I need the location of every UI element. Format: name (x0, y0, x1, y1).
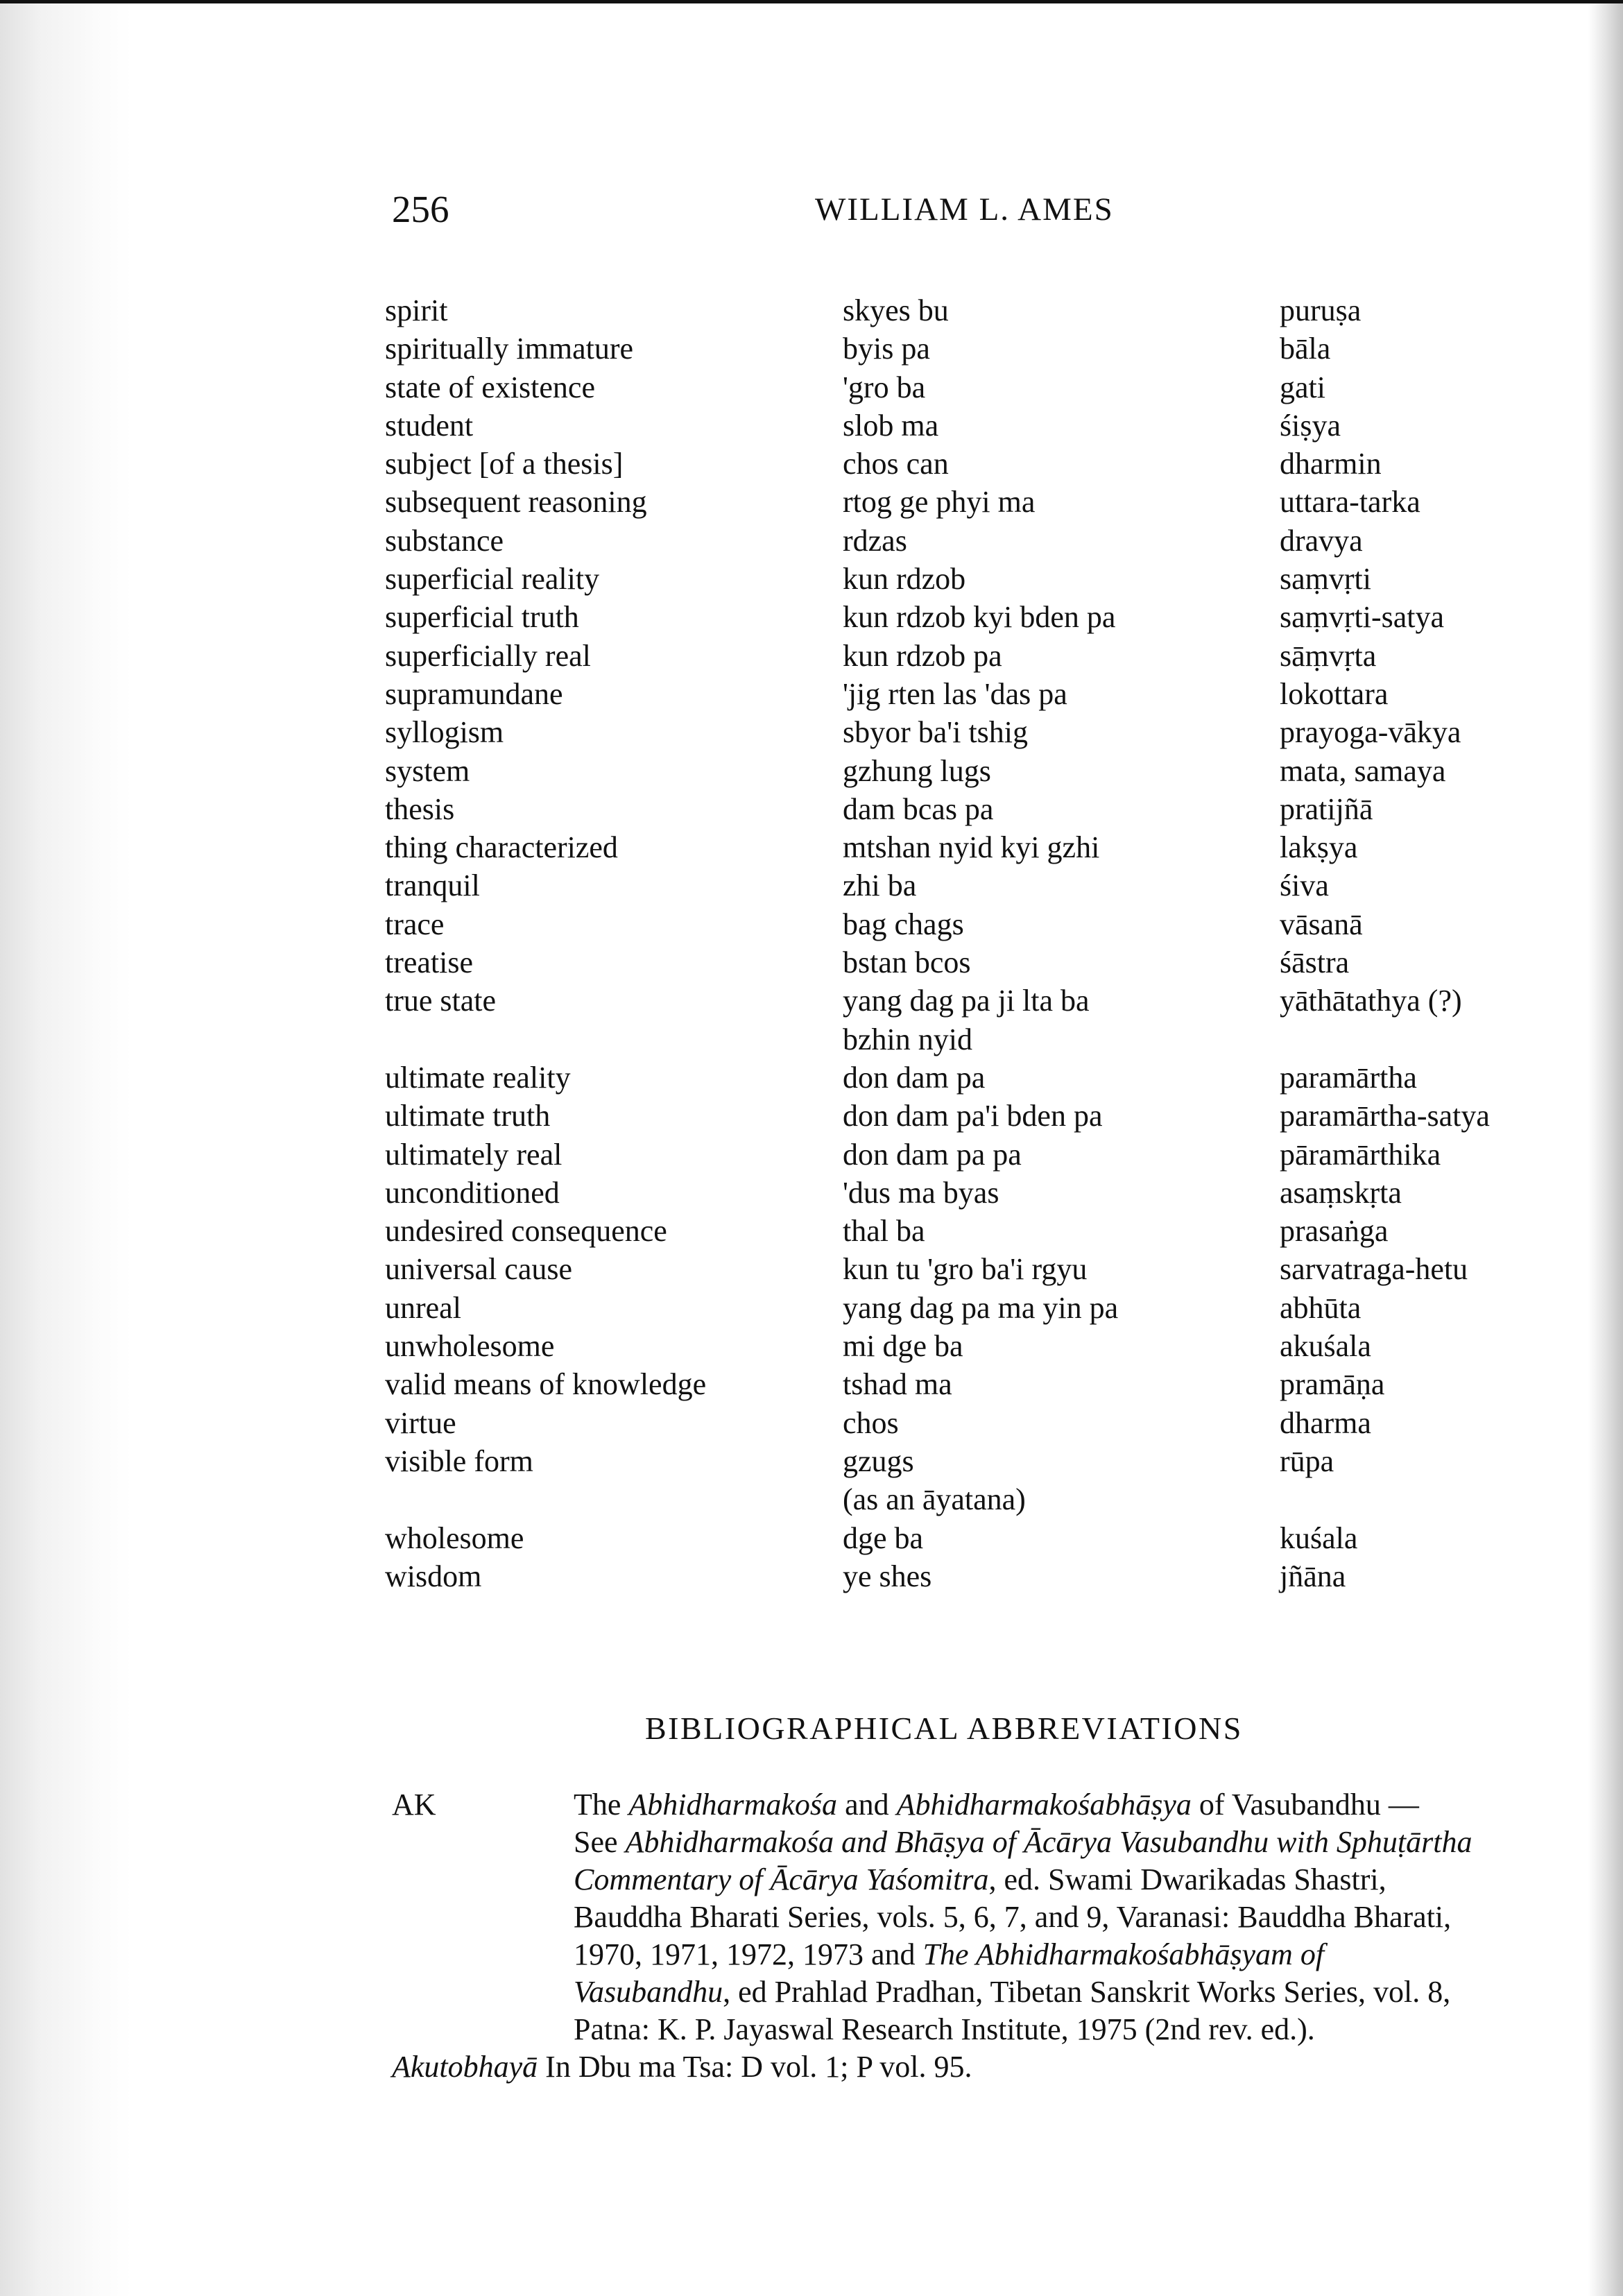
sanskrit-term: sāṃvṛta (1280, 638, 1377, 673)
sanskrit-term: lokottara (1280, 676, 1389, 711)
glossary-row (385, 598, 1606, 636)
tibetan-term: yang dag pa ji lta ba (843, 984, 1090, 1018)
glossary-row (385, 982, 1606, 1020)
bib-line: See Abhidharmakośa and Bhāṣya of Ācārya Vasubandhu with Sphuṭārtha (574, 1825, 1472, 1859)
glossary-row (385, 560, 1606, 598)
sanskrit-term: lakṣya (1280, 830, 1358, 865)
sanskrit-term: paramārtha-satya (1280, 1099, 1490, 1133)
sanskrit-term: bāla (1280, 332, 1331, 366)
english-term: unreal (385, 1290, 461, 1325)
bibliography-key: Akutobhayā (392, 2050, 538, 2084)
tibetan-term: don dam pa'i bden pa (843, 1099, 1103, 1133)
bib-line: 1970, 1971, 1972, 1973 and The Abhidharmakośabhāṣyam of (574, 1937, 1325, 1971)
tibetan-term: chos (843, 1405, 899, 1440)
tibetan-term: bstan bcos (843, 945, 971, 980)
english-term: wholesome (385, 1520, 524, 1555)
glossary-row (385, 1365, 1606, 1403)
english-term: visible form (385, 1443, 533, 1478)
english-term: supramundane (385, 676, 563, 711)
sanskrit-term: śāstra (1280, 945, 1350, 980)
english-term: ultimately real (385, 1137, 563, 1172)
tibetan-term: (as an āyatana) (843, 1482, 1026, 1517)
tibetan-term: gzhung lugs (843, 753, 991, 788)
glossary-row (385, 637, 1606, 675)
sanskrit-term: pramāṇa (1280, 1367, 1385, 1402)
sanskrit-term: prasaṅga (1280, 1214, 1389, 1249)
english-term: subsequent reasoning (385, 485, 647, 520)
glossary-row (385, 675, 1606, 713)
glossary-row (385, 1212, 1606, 1250)
english-term: undesired consequence (385, 1214, 667, 1249)
sanskrit-term: asaṃskṛta (1280, 1175, 1402, 1210)
tibetan-term: 'dus ma byas (843, 1175, 999, 1210)
bibliography-list (392, 1786, 1599, 2086)
tibetan-term: 'gro ba (843, 370, 926, 404)
bib-line: The Abhidharmakośa and Abhidharmakośabhāṣya of Vasubandhu — (574, 1788, 1419, 1822)
sanskrit-term: uttara-tarka (1280, 485, 1420, 520)
sanskrit-term: dharmin (1280, 447, 1382, 481)
tibetan-term: dge ba (843, 1520, 924, 1555)
tibetan-term: slob ma (843, 408, 939, 443)
english-term: virtue (385, 1405, 456, 1440)
sanskrit-term: śiva (1280, 868, 1329, 903)
sanskrit-term: prayoga-vākya (1280, 715, 1461, 750)
glossary-row (385, 329, 1606, 368)
bibliography-entry (392, 2048, 1599, 2086)
glossary-row (385, 1250, 1606, 1288)
scan-shadow-left (0, 0, 132, 2296)
tibetan-term: mi dge ba (843, 1329, 963, 1364)
tibetan-term: thal ba (843, 1214, 925, 1249)
tibetan-term: don dam pa (843, 1060, 986, 1095)
glossary-row (385, 1557, 1606, 1595)
tibetan-term: kun rdzob (843, 562, 966, 597)
english-term: trace (385, 907, 445, 941)
glossary-row (385, 445, 1606, 483)
glossary-row (385, 368, 1606, 406)
tibetan-term: kun rdzob kyi bden pa (843, 600, 1116, 635)
sanskrit-term: śiṣya (1280, 408, 1341, 443)
glossary-row (385, 1289, 1606, 1327)
tibetan-term: ye shes (843, 1559, 932, 1593)
bibliography-entry (392, 1786, 1599, 2048)
tibetan-term: dam bcas pa (843, 791, 994, 826)
english-term: true state (385, 984, 497, 1018)
english-term: superficial reality (385, 562, 600, 597)
english-term: thing characterized (385, 830, 618, 865)
glossary-row (385, 1020, 1606, 1059)
tibetan-term: kun tu 'gro ba'i rgyu (843, 1252, 1088, 1287)
glossary-row (385, 1097, 1606, 1135)
glossary-row (385, 752, 1606, 790)
glossary-row (385, 943, 1606, 982)
tibetan-term: kun rdzob pa (843, 638, 1002, 673)
tibetan-term: tshad ma (843, 1367, 952, 1402)
english-term: superficially real (385, 638, 591, 673)
glossary-row (385, 1327, 1606, 1365)
sanskrit-term: dravya (1280, 523, 1363, 558)
english-term: spirit (385, 293, 448, 327)
glossary-row (385, 1136, 1606, 1174)
glossary-row (385, 291, 1606, 329)
sanskrit-term: pāramārthika (1280, 1137, 1441, 1172)
sanskrit-term: saṃvṛti-satya (1280, 600, 1445, 635)
sanskrit-term: sarvatraga-hetu (1280, 1252, 1468, 1287)
sanskrit-term: jñāna (1280, 1559, 1346, 1593)
english-term: ultimate truth (385, 1099, 551, 1133)
sanskrit-term: yāthātathya (?) (1280, 984, 1462, 1018)
english-term: ultimate reality (385, 1060, 571, 1095)
english-term: thesis (385, 791, 455, 826)
glossary-table (385, 291, 1606, 1595)
english-term: treatise (385, 945, 474, 980)
english-term: superficial truth (385, 600, 579, 635)
glossary-row (385, 713, 1606, 751)
english-term: subject [of a thesis] (385, 447, 624, 481)
english-term: valid means of knowledge (385, 1367, 707, 1402)
tibetan-term: don dam pa pa (843, 1137, 1022, 1172)
glossary-row (385, 1174, 1606, 1212)
glossary-row (385, 866, 1606, 905)
glossary-row (385, 1404, 1606, 1442)
sanskrit-term: kuśala (1280, 1520, 1358, 1555)
english-term: system (385, 753, 470, 788)
english-term: universal cause (385, 1252, 572, 1287)
english-term: wisdom (385, 1559, 482, 1593)
glossary-row (385, 1519, 1606, 1557)
tibetan-term: rdzas (843, 523, 907, 558)
glossary-row (385, 1442, 1606, 1480)
glossary-row (385, 790, 1606, 828)
sanskrit-term: rūpa (1280, 1443, 1334, 1478)
english-term: state of existence (385, 370, 595, 404)
sanskrit-term: paramārtha (1280, 1060, 1417, 1095)
running-head: WILLIAM L. AMES (815, 191, 1114, 228)
sanskrit-term: akuśala (1280, 1329, 1371, 1364)
tibetan-term: bag chags (843, 907, 964, 941)
english-term: substance (385, 523, 504, 558)
bib-line: Vasubandhu, ed Prahlad Pradhan, Tibetan Sanskrit Works Series, vol. 8, (574, 1975, 1451, 2009)
scan-top-edge (0, 0, 1623, 3)
glossary-row (385, 1480, 1606, 1518)
english-term: unconditioned (385, 1175, 560, 1210)
sanskrit-term: dharma (1280, 1405, 1371, 1440)
tibetan-term: yang dag pa ma yin pa (843, 1290, 1119, 1325)
bibliography-key: AK (392, 1788, 436, 1822)
bibliography-text: In Dbu ma Tsa: D vol. 1; P vol. 95. (538, 2050, 972, 2084)
bib-line: Patna: K. P. Jayaswal Research Institute, 1975 (2nd rev. ed.). (574, 2012, 1315, 2046)
section-title: BIBLIOGRAPHICAL ABBREVIATIONS (645, 1711, 1243, 1746)
bib-line: Bauddha Bharati Series, vols. 5, 6, 7, and 9, Varanasi: Bauddha Bharati, (574, 1900, 1452, 1934)
tibetan-term: 'jig rten las 'das pa (843, 676, 1067, 711)
tibetan-term: skyes bu (843, 293, 949, 327)
glossary-row (385, 1059, 1606, 1097)
sanskrit-term: abhūta (1280, 1290, 1362, 1325)
glossary-row (385, 905, 1606, 943)
sanskrit-term: mata, samaya (1280, 753, 1446, 788)
english-term: unwholesome (385, 1329, 555, 1364)
english-term: syllogism (385, 715, 504, 750)
tibetan-term: rtog ge phyi ma (843, 485, 1036, 520)
tibetan-term: byis pa (843, 332, 930, 366)
english-term: tranquil (385, 868, 480, 903)
tibetan-term: zhi ba (843, 868, 917, 903)
sanskrit-term: gati (1280, 370, 1325, 404)
sanskrit-term: pratijñā (1280, 791, 1373, 826)
glossary-row (385, 483, 1606, 521)
tibetan-term: chos can (843, 447, 949, 481)
sanskrit-term: puruṣa (1280, 293, 1362, 327)
bib-line: Commentary of Ācārya Yaśomitra, ed. Swami Dwarikadas Shastri, (574, 1862, 1386, 1896)
english-term: spiritually immature (385, 332, 634, 366)
sanskrit-term: saṃvṛti (1280, 562, 1371, 597)
sanskrit-term: vāsanā (1280, 907, 1363, 941)
bibliography-text (574, 1786, 1599, 2048)
tibetan-term: bzhin nyid (843, 1022, 972, 1056)
glossary-row (385, 828, 1606, 866)
page-number: 256 (392, 188, 449, 230)
tibetan-term: gzugs (843, 1443, 914, 1478)
tibetan-term: mtshan nyid kyi gzhi (843, 830, 1100, 865)
tibetan-term: sbyor ba'i tshig (843, 715, 1029, 750)
glossary-row (385, 406, 1606, 445)
english-term: student (385, 408, 474, 443)
glossary-row (385, 522, 1606, 560)
